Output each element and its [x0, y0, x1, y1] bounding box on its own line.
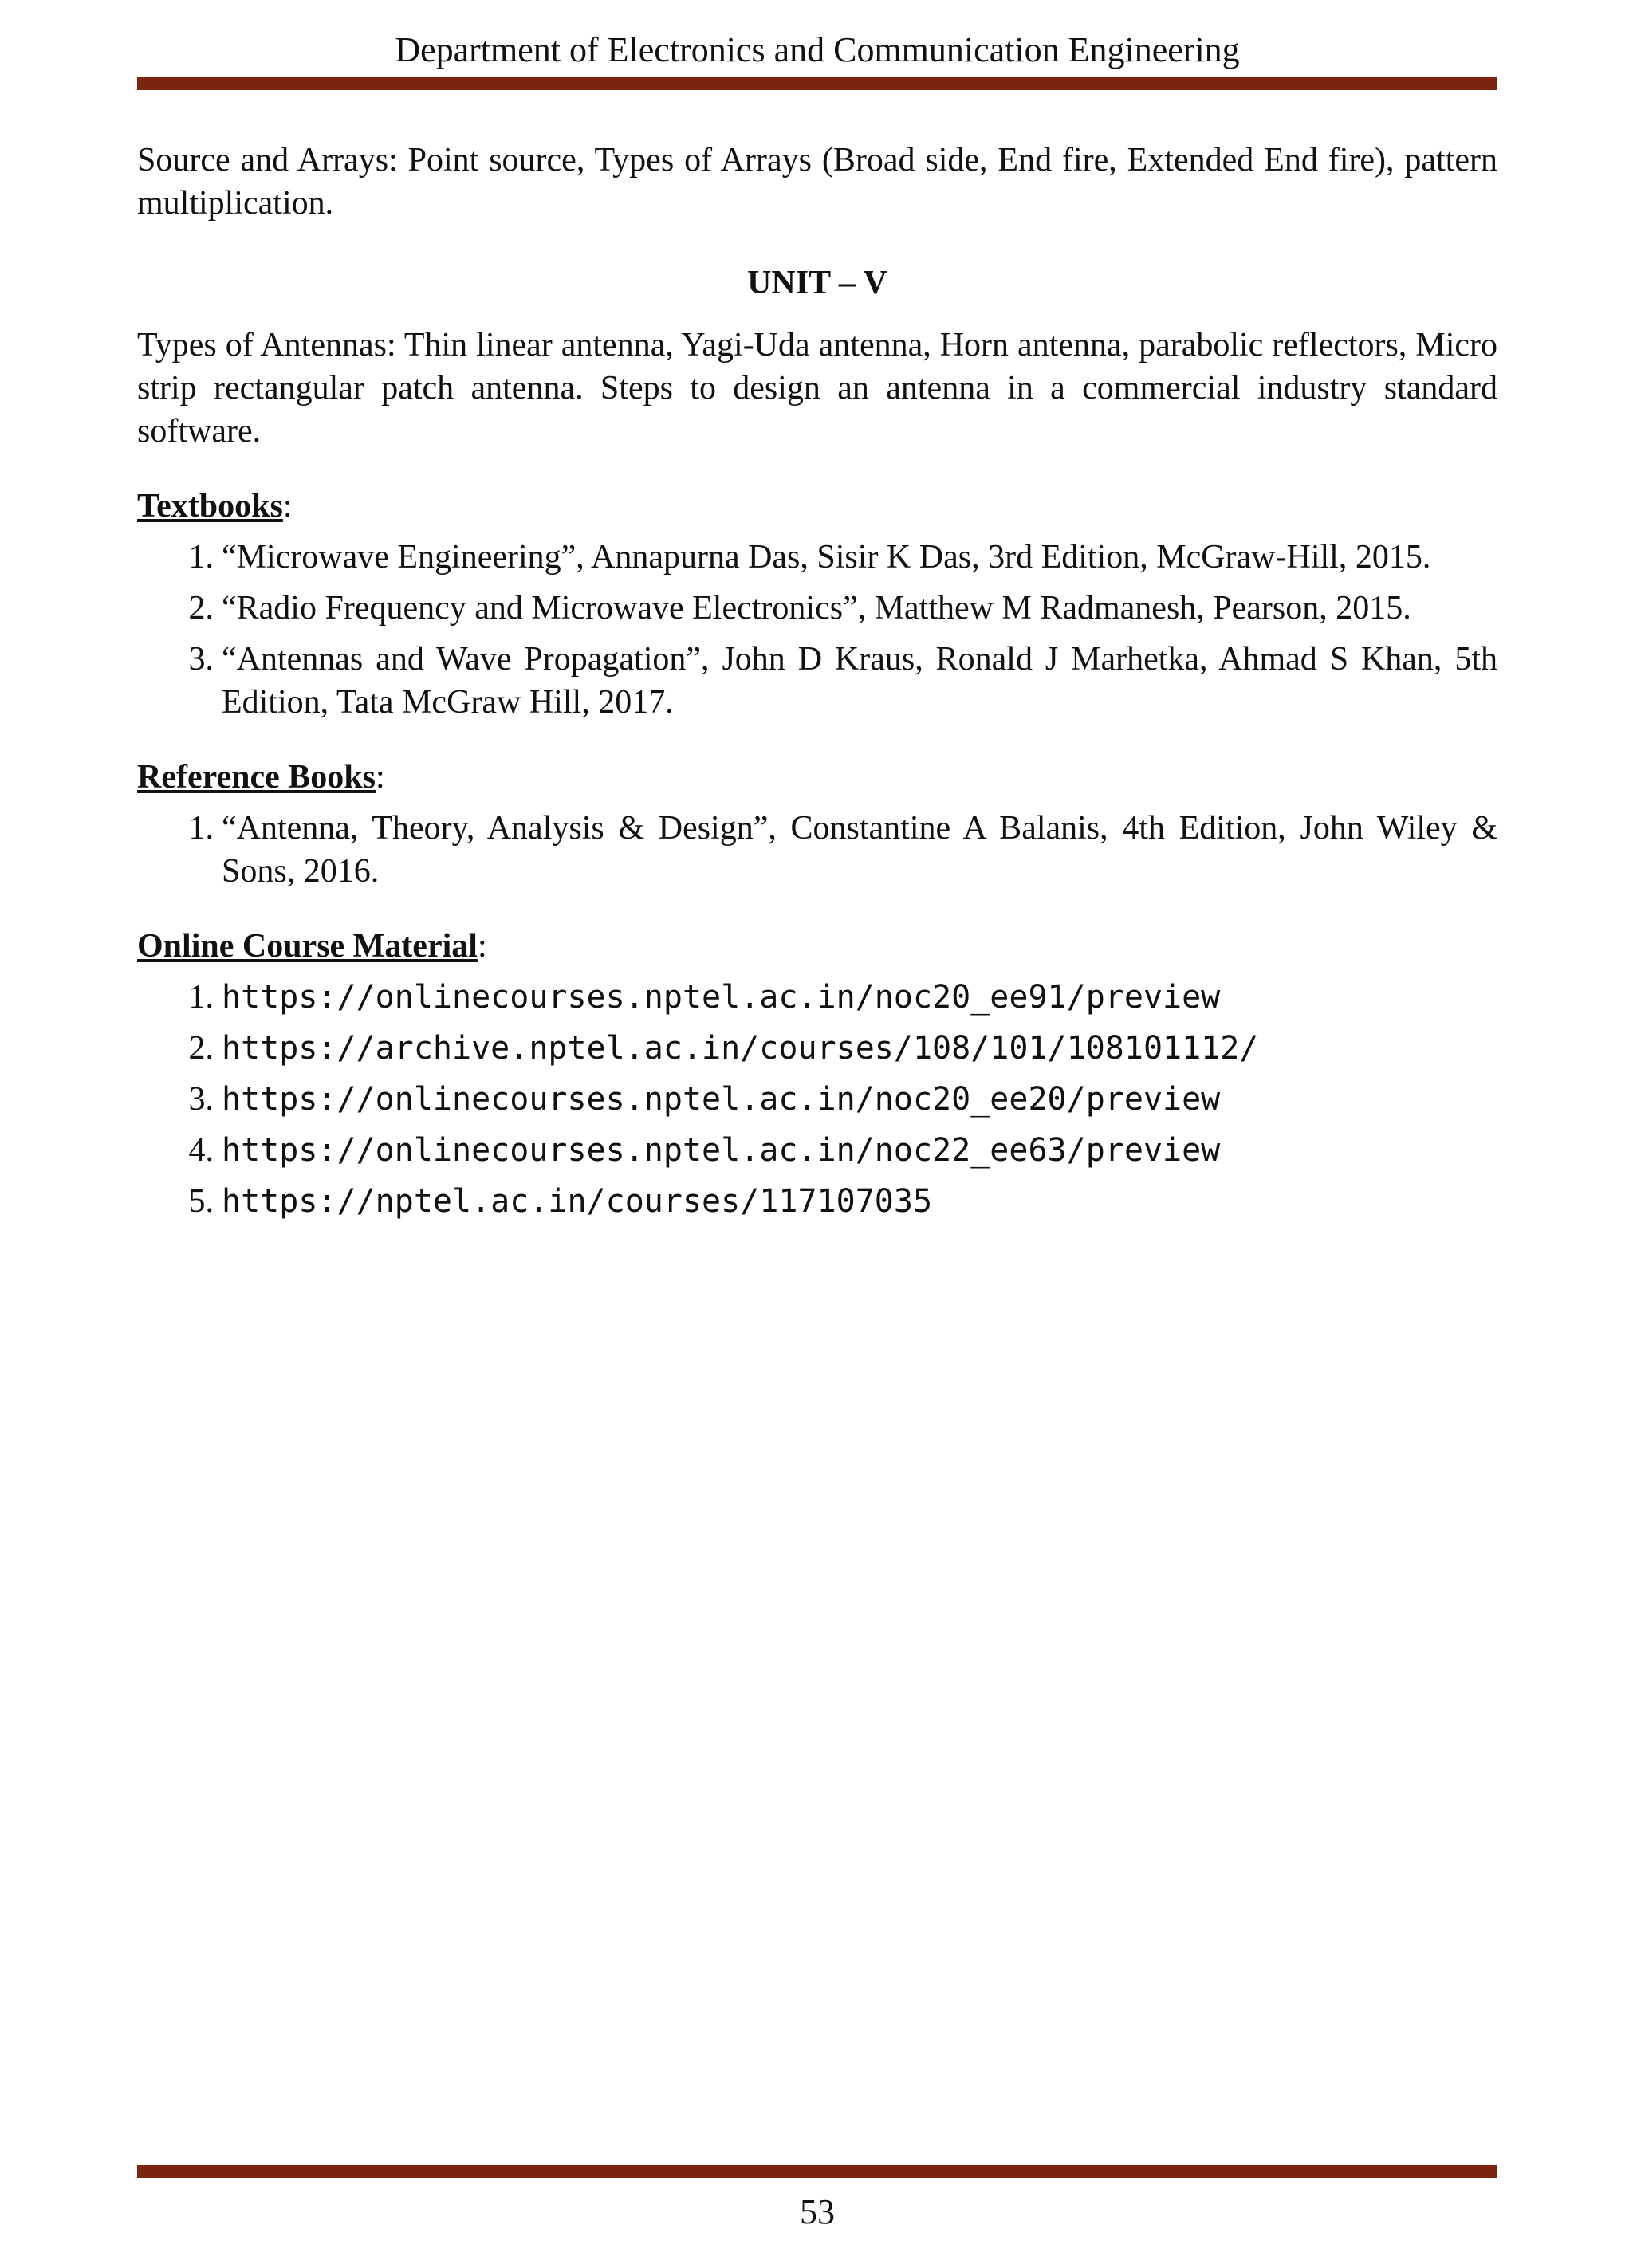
list-item-text: “Antenna, Theory, Analysis & Design”, Constantine A Balanis, 4th Edition, John Wiley & Sons, 2016.	[222, 810, 1497, 890]
list-item	[137, 587, 1497, 630]
online-material-heading: Online Course Material:	[137, 928, 487, 965]
list-item	[137, 536, 1497, 579]
list-item-text: “Radio Frequency and Microwave Electronics”, Matthew M Radmanesh, Pearson, 2015.	[222, 590, 1411, 627]
list-item	[137, 1129, 1497, 1172]
course-link[interactable]: https://nptel.ac.in/courses/117107035	[222, 1183, 933, 1220]
footer-rule	[137, 2165, 1497, 2178]
list-item-text: “Antennas and Wave Propagation”, John D Kraus, Ronald J Marhetka, Ahmad S Khan, 5th Edition, Tata McGraw Hill, 2017.	[222, 641, 1497, 721]
reference-books-heading-label: Reference Books	[137, 759, 376, 796]
textbooks-heading-label: Textbooks	[137, 488, 283, 525]
header-rule	[137, 77, 1497, 90]
course-link[interactable]: https://onlinecourses.nptel.ac.in/noc20_ee20/preview	[222, 1081, 1221, 1118]
page-number: 53	[800, 2192, 835, 2231]
page-content	[137, 139, 1497, 1223]
list-item-number: 1.	[188, 810, 214, 847]
list-item-number: 5.	[188, 1183, 214, 1220]
course-link[interactable]: https://archive.nptel.ac.in/courses/108/101/108101112/	[222, 1030, 1259, 1067]
list-item-number: 3.	[188, 1081, 214, 1118]
course-link[interactable]: https://onlinecourses.nptel.ac.in/noc20_ee91/preview	[222, 979, 1221, 1016]
list-item	[137, 976, 1497, 1019]
unit-body: Types of Antennas: Thin linear antenna, Yagi-Uda antenna, Horn antenna, parabolic reflectors, Micro strip rectangular patch antenna. Steps to design an antenna in a commercial industry standard software.	[137, 327, 1497, 450]
list-item	[137, 1180, 1497, 1223]
list-item-number: 4.	[188, 1132, 214, 1169]
list-item	[137, 1027, 1497, 1070]
list-item-number: 2.	[188, 1030, 214, 1067]
reference-books-heading: Reference Books:	[137, 759, 385, 796]
course-link[interactable]: https://onlinecourses.nptel.ac.in/noc22_ee63/preview	[222, 1132, 1221, 1169]
textbooks-heading: Textbooks:	[137, 488, 293, 525]
online-material-list	[137, 976, 1497, 1223]
list-item-number: 2.	[188, 590, 214, 627]
reference-books-list	[137, 807, 1497, 893]
online-material-heading-label: Online Course Material	[137, 928, 478, 965]
list-item	[137, 1078, 1497, 1121]
list-item-number: 1.	[188, 539, 214, 576]
list-item	[137, 638, 1497, 724]
list-item-text: “Microwave Engineering”, Annapurna Das, Sisir K Das, 3rd Edition, McGraw-Hill, 2015.	[222, 539, 1431, 576]
page-header-title: Department of Electronics and Communication Engineering	[395, 30, 1240, 69]
list-item-number: 1.	[188, 979, 214, 1016]
intro-paragraph: Source and Arrays: Point source, Types of Arrays (Broad side, End fire, Extended End fire), pattern multiplication.	[137, 142, 1497, 222]
textbooks-list	[137, 536, 1497, 724]
unit-heading: UNIT – V	[747, 265, 887, 301]
list-item-number: 3.	[188, 641, 214, 678]
list-item	[137, 807, 1497, 893]
